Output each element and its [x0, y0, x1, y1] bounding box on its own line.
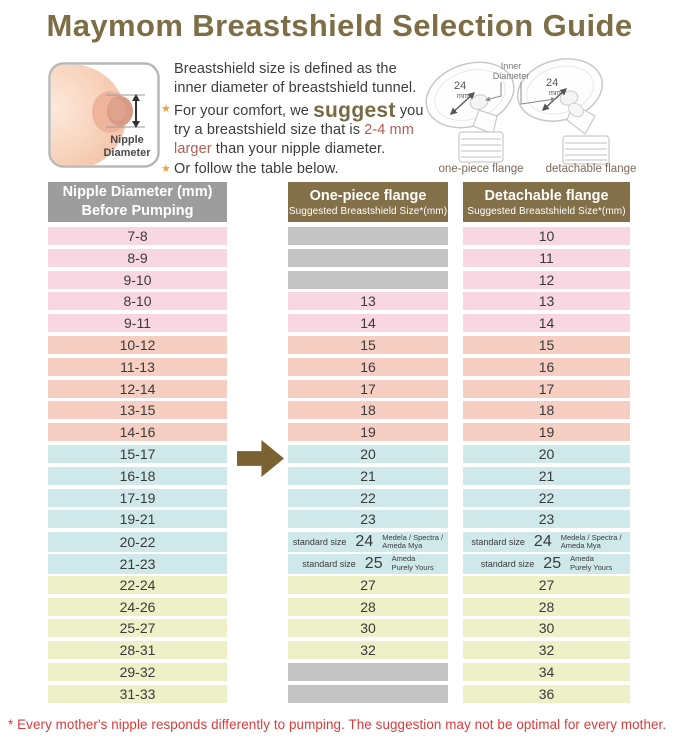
nipple-range-cell: [48, 685, 227, 703]
star-icon: ★: [161, 102, 171, 115]
size-value: 30: [538, 620, 555, 637]
size-value: 34: [538, 663, 555, 680]
nipple-range-value: 25-27: [119, 620, 156, 637]
header-text: Detachable flange: [484, 187, 609, 204]
size-value: 19: [360, 424, 376, 441]
detachable-size-cell: [463, 292, 630, 310]
size-value: 23: [538, 511, 555, 528]
table-row: [0, 380, 679, 398]
size-value: 25: [364, 554, 383, 572]
size-value: 27: [538, 576, 555, 593]
detachable-unit-label: mm: [549, 90, 561, 97]
detachable-size-cell: [463, 271, 630, 289]
detachable-size-cell: [463, 576, 630, 594]
brand-line: Purely Yours: [391, 562, 434, 572]
nipple-range-value: 8-9: [127, 249, 148, 266]
size-value: 11: [539, 249, 554, 266]
table-row: [0, 489, 679, 507]
table-row: [0, 467, 679, 485]
standard-size-label: standard size: [480, 558, 535, 569]
detachable-size-cell: [463, 401, 630, 419]
nipple-range-cell: [48, 663, 227, 681]
detachable-size-cell: [463, 532, 630, 552]
standard-size-label: standard size: [471, 537, 525, 548]
one-piece-size-cell: [288, 401, 448, 419]
size-value: 22: [538, 489, 555, 506]
brand-names: [561, 534, 622, 551]
nipple-range-cell: [48, 271, 227, 289]
brand-line: Ameda: [391, 554, 416, 564]
brand-line: Ameda Mya: [382, 541, 423, 551]
col-header-one-piece: [288, 182, 448, 222]
header-text: Nipple Diameter (mm): [62, 184, 213, 201]
brand-line: Ameda Mya: [560, 541, 601, 551]
one-piece-size-cell: [288, 619, 448, 637]
nipple-range-cell: [48, 380, 227, 398]
one-piece-size-cell: [288, 227, 448, 245]
size-value: 15: [538, 336, 555, 353]
detachable-size-cell: [463, 227, 630, 245]
nipple-range-cell: [48, 292, 227, 310]
detachable-size-cell: [463, 685, 630, 703]
nipple-range-cell: [48, 489, 227, 507]
table-row: [0, 401, 679, 419]
suggestion-suffix: than your nipple diameter.: [211, 140, 386, 157]
one-piece-size-cell: [288, 271, 448, 289]
size-value: 24: [355, 533, 374, 551]
size-value: 28: [538, 598, 555, 615]
nipple-diameter-illustration: [48, 62, 160, 168]
nipple-range-cell: [48, 401, 227, 419]
detachable-size-cell: [463, 358, 630, 376]
one-piece-size-cell: [288, 358, 448, 376]
table-row: [0, 554, 679, 574]
size-value: 17: [538, 380, 555, 397]
nipple-range-value: 31-33: [119, 685, 156, 702]
table-row: [0, 423, 679, 441]
flange-illustrations: [423, 58, 675, 178]
detachable-size-cell: [463, 641, 630, 659]
size-value: 13: [538, 293, 555, 310]
one-piece-size-cell: [288, 445, 448, 463]
detachable-size-cell: [463, 598, 630, 616]
one-piece-size-cell: [288, 554, 448, 574]
size-value: 13: [360, 293, 376, 310]
size-value: 24: [533, 533, 552, 551]
size-value: 36: [538, 685, 555, 702]
nipple-range-value: 20-22: [119, 534, 156, 551]
one-piece-size-cell: [288, 314, 448, 332]
detachable-flange-caption: detachable flange: [545, 163, 637, 175]
detachable-size-cell: [463, 336, 630, 354]
one-piece-size-cell: [288, 532, 448, 552]
header-subtext: Suggested Breastshield Size*(mm): [467, 206, 626, 218]
one-piece-size-cell: [288, 598, 448, 616]
detachable-size-cell: [463, 423, 630, 441]
table-header-row: [0, 182, 679, 222]
nipple-range-cell: [48, 445, 227, 463]
table-row: [0, 271, 679, 289]
nipple-label-line1: Nipple: [110, 134, 144, 146]
one-piece-flange-caption: one-piece flange: [438, 163, 524, 175]
nipple-range-cell: [48, 467, 227, 485]
follow-table-text: Or follow the table below.: [174, 161, 339, 178]
one-piece-size-cell: [288, 423, 448, 441]
detachable-size-cell: [463, 467, 630, 485]
suggestion-mid: you try a breastshield size that is: [174, 102, 424, 138]
size-value: 16: [538, 358, 555, 375]
detachable-size-cell: [463, 663, 630, 681]
detachable-size-cell: [463, 510, 630, 528]
nipple-range-value: 9-11: [124, 315, 151, 332]
header-text: One-piece flange: [309, 187, 427, 204]
size-value: 32: [360, 642, 376, 659]
one-piece-size-cell: [288, 336, 448, 354]
nipple-range-value: 17-19: [119, 489, 156, 506]
detachable-size-cell: [463, 380, 630, 398]
nipple-range-cell: [48, 532, 227, 552]
size-value: 22: [360, 489, 376, 506]
nipple-range-value: 22-24: [119, 576, 156, 593]
selection-table: [0, 182, 679, 707]
definition-text: Breastshield size is defined as the inner diameter of breastshield tunnel.: [174, 61, 417, 96]
suggest-emphasis: suggest: [313, 98, 396, 122]
one-piece-size-cell: [288, 663, 448, 681]
nipple-range-value: 24-26: [119, 598, 156, 615]
nipple-range-cell: [48, 423, 227, 441]
size-value: 27: [360, 576, 376, 593]
brand-names: [382, 534, 443, 551]
detachable-size-cell: [463, 619, 630, 637]
size-value: 17: [360, 380, 376, 397]
detachable-size-cell: [463, 554, 630, 574]
brand-names: [570, 555, 612, 572]
table-row: [0, 641, 679, 659]
header-text: Before Pumping: [81, 203, 194, 219]
detachable-size-cell: [463, 445, 630, 463]
flanges-svg: [423, 58, 675, 178]
star-icon: ★: [161, 163, 171, 176]
nipple-range-value: 29-32: [119, 663, 156, 680]
one-piece-size-cell: [288, 249, 448, 267]
size-value: 18: [360, 402, 376, 419]
brand-line: Purely Yours: [570, 562, 613, 572]
detachable-size-label: 24: [546, 77, 559, 89]
table-row: [0, 227, 679, 245]
brand-line: Medela / Spectra /: [560, 532, 622, 542]
table-row: [0, 663, 679, 681]
nipple-range-value: 10-12: [119, 336, 156, 353]
one-piece-size-cell: [288, 467, 448, 485]
nipple-range-value: 12-14: [119, 380, 156, 397]
table-row: [0, 314, 679, 332]
detachable-size-cell: [463, 314, 630, 332]
nipple-range-cell: [48, 619, 227, 637]
table-row: [0, 685, 679, 703]
col-header-detachable: [463, 182, 630, 222]
standard-size-label: standard size: [302, 558, 356, 569]
nipple-range-value: 19-21: [119, 511, 156, 528]
info-line-suggestion: [161, 98, 428, 159]
nipple-range-cell: [48, 598, 227, 616]
one-piece-size-cell: [288, 489, 448, 507]
table-row: [0, 576, 679, 594]
nipple-range-cell: [48, 358, 227, 376]
nipple-range-cell: [48, 314, 227, 332]
size-value: 18: [538, 402, 555, 419]
size-value: 25: [543, 554, 562, 572]
breast-icon: [48, 62, 160, 168]
info-line-table: [161, 160, 428, 179]
nipple-range-cell: [48, 576, 227, 594]
nipple-range-value: 7-8: [127, 228, 148, 244]
nipple-range-value: 11-13: [120, 358, 155, 375]
nipple-range-cell: [48, 336, 227, 354]
info-section: [0, 58, 679, 182]
table-row: [0, 598, 679, 616]
brand-line: Medela / Spectra /: [382, 532, 444, 542]
info-text: [161, 60, 428, 181]
table-body: [0, 227, 679, 703]
page-title: Maymom Breastshield Selection Guide: [46, 8, 633, 43]
size-range-highlight: 2-4 mm larger: [174, 121, 414, 157]
nipple-range-value: 16-18: [119, 467, 156, 484]
one-piece-size-cell: [288, 292, 448, 310]
nipple-range-value: 14-16: [119, 424, 156, 441]
table-row: [0, 619, 679, 637]
table-row: [0, 358, 679, 376]
col-header-nipple-diameter: [48, 182, 227, 222]
one-piece-size-label: 24: [454, 80, 467, 92]
table-row: [0, 510, 679, 528]
one-piece-unit-label: mm: [457, 93, 469, 100]
nipple-label-line2: Diameter: [103, 147, 151, 159]
size-value: 21: [360, 467, 376, 484]
nipple-range-cell: [48, 641, 227, 659]
header-subtext: Suggested Breastshield Size*(mm): [288, 206, 448, 218]
info-line-definition: [174, 60, 428, 98]
nipple-range-value: 13-15: [119, 402, 156, 419]
size-value: 21: [538, 467, 555, 484]
size-value: 28: [360, 598, 376, 615]
nipple-range-value: 21-23: [119, 555, 156, 572]
one-piece-size-cell: [288, 685, 448, 703]
nipple-range-cell: [48, 249, 227, 267]
table-row: [0, 445, 679, 463]
one-piece-size-cell: [288, 380, 448, 398]
size-value: 20: [360, 445, 376, 462]
nipple-range-cell: [48, 510, 227, 528]
nipple-range-cell: [48, 554, 227, 574]
size-value: 14: [538, 315, 555, 332]
size-value: 20: [538, 445, 555, 462]
brand-names: [392, 555, 434, 572]
inner-diameter-label-line1: Inner: [500, 61, 522, 71]
nipple-range-value: 15-17: [119, 445, 156, 462]
table-row: [0, 336, 679, 354]
inner-diameter-label-line2: Diameter: [492, 71, 530, 81]
size-value: 23: [360, 511, 376, 528]
nipple-range-cell: [48, 227, 227, 245]
size-value: 19: [538, 424, 555, 441]
detachable-size-cell: [463, 489, 630, 507]
size-value: 12: [538, 271, 555, 288]
one-piece-size-cell: [288, 510, 448, 528]
table-row: [0, 292, 679, 310]
brand-line: Ameda: [570, 554, 594, 564]
suggestion-prefix: For your comfort, we: [174, 102, 314, 119]
size-value: 15: [360, 336, 376, 353]
size-value: 32: [538, 642, 555, 659]
size-value: 14: [360, 315, 376, 332]
nipple-range-value: 8-10: [123, 293, 152, 310]
detachable-size-cell: [463, 249, 630, 267]
standard-size-label: standard size: [292, 537, 347, 548]
footnote: * Every mother's nipple responds differently to pumping. The suggestion may not be optimal for every mother.: [8, 717, 667, 732]
size-value: 30: [360, 620, 376, 637]
table-row: [0, 249, 679, 267]
size-value: 16: [360, 358, 376, 375]
size-value: 10: [538, 228, 555, 244]
one-piece-size-cell: [288, 576, 448, 594]
nipple-range-value: 28-31: [119, 642, 156, 659]
table-row: [0, 532, 679, 552]
one-piece-size-cell: [288, 641, 448, 659]
nipple-range-value: 9-10: [123, 271, 152, 288]
